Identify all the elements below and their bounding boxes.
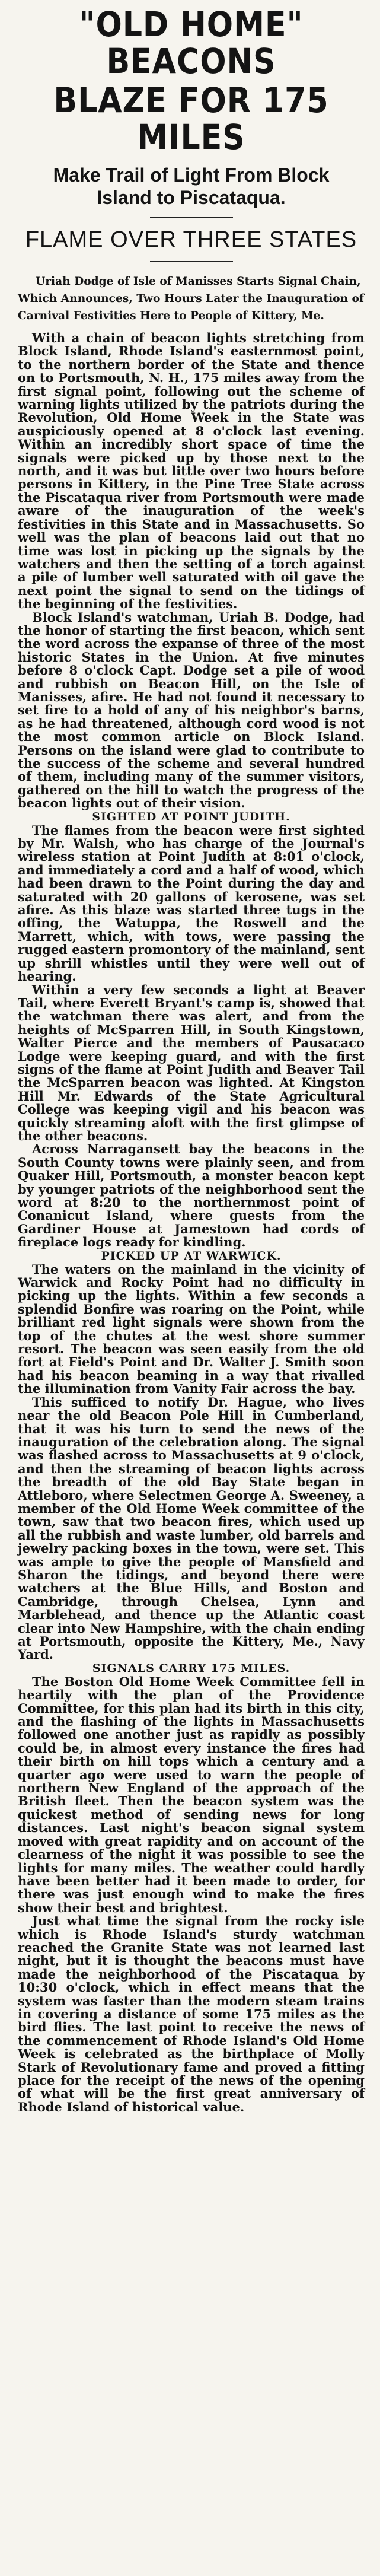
paragraph: Block Island's watchman, Uriah B. Dodge, had the honor of starting the first beacon, which sent the word across the expanse of three of the most historic States in the Union. At five minutes before 8 o'clock Capt. Dodge set a pile of wood and rubbish on Beacon Hill, on the Isle of Manisses, afire. He had not found it necessary to set fire to a hold of any of his neighbor's barns, as he had threatened, although cord wood is not the most common article on Block Island. Persons on the island were glad to contribute to the success of the scheme and several hundred of them, including many of the summer visitors, gathered on the hill to watch the progress of the beacon lights out of their vision. bbox=[18, 609, 365, 811]
deck-summary: Uriah Dodge of Isle of Manisses Starts Signal Chain, Which Announces, Two Hours Later the Inauguration of Carnival Festivities Here to People of Kittery, Me. bbox=[18, 275, 364, 322]
subsection-heading: SIGNALS CARRY 175 MILES. bbox=[92, 1661, 290, 1675]
paragraph: The flames from the beacon were first sighted by Mr. Walsh, who has charge of the Journal's wireless station at Point Judith at 8:01 o'clock, and immediately a cord and a half of wood, which had been drawn to the Point during the day and saturated with 20 gallons of kerosene, was set afire. As this blaze was started three tugs in the offing, the Watuppa, the Roswell and the Marrett, which, with tows, were passing the rugged eastern promontory of the mainland, sent up shrill whistles until they were well out of hearing. bbox=[18, 822, 365, 984]
paragraph: The Boston Old Home Week Committee fell in heartily with the plan of the Providence Committee, for this plan had its birth in this city, and the flashing of the lights in Massachusetts followed one another just as rapidly as possibly could be, in almost every instance the fires had their birth on hill tops which a century and a quarter ago were used to warn the people of northern New England of the approach of the British fleet. Then the beacon system was the quickest method of sending news for long distances. Last night's beacon signal system moved with great rapidity and on account of the clearness of the night it was possible to see the lights for many miles. The weather could hardly have been better had it been made to order, for there was just enough wind to make the fires show their best and brightest. bbox=[18, 1674, 365, 1915]
subheadline-line-2: Island to Piscataqua. bbox=[97, 187, 286, 208]
headline-line-2: BLAZE FOR 175 MILES bbox=[53, 80, 329, 157]
paragraph: Across Narragansett bay the beacons in the South County towns were plainly seen, and from Quaker Hill, Portsmouth, a monster beacon kept by younger patriots of the neighborhood sent the word at 8:20 to the northernmost point of Conanicut Island, where guests from the Gardiner House at Jamestown had cords of fireplace logs ready for kindling. bbox=[18, 1141, 365, 1250]
divider-rule-2 bbox=[150, 261, 233, 262]
paragraph: Within a very few seconds a light at Beaver Tail, where Everett Bryant's camp is, showed that the watchman there was alert, and from the heights of McSparren Hill, in South Kingstown, Walter Pierce and the members of Pausacaco Lodge were keeping guard, and with the first signs of the flame at Point Judith and Beaver Tail the McSparren beacon was lighted. At Kingston Hill Mr. Edwards of the State Agricultural College was keeping vigil and his beacon was quickly streaming aloft with the first glimpse of the other beacons. bbox=[18, 982, 365, 1143]
paragraph: Just what time the signal from the rocky isle which is Rhode Island's sturdy watchman reached the Granite State was not learned last night, but it is thought the beacons must have made the neighborhood of the Piscataqua by 10:30 o'clock, which in effect means that the system was faster than the modern steam trains in covering a distance of some 175 miles as the bird flies. The last point to receive the news of the commencement of Rhode Island's Old Home Week is celebrated as the birthplace of Molly Stark of Revolutionary fame and proved a fitting place for the receipt of the news of the opening of what will be the first great anniversary of Rhode Island of historical value. bbox=[18, 1913, 365, 2114]
paragraph: With a chain of beacon lights stretching from Block Island, Rhode Island's easternmost point, to the northern border of the State and thence on to Portsmouth, N. H., 175 miles away from the first signal point, following out the scheme of warning lights utilized by the patriots during the Revolution, Old Home Week in the State was auspiciously opened at 8 o'clock last evening. Within an incredibly short space of time the signals were picked up by those next to the north, and it was but little over two hours before persons in Kittery, in the Pine Tree State across the Piscataqua river from Portsmouth were made aware of the inauguration of the week's festivities in this State and in Massachusetts. So well was the plan of beacons laid out that no time was lost in picking up the signals by the watchers and then the setting of a torch against a pile of lumber well saturated with oil gave the next point the signal to send on the tidings of the beginning of the festivities. bbox=[18, 330, 365, 612]
headline-line-1: "OLD HOME" BEACONS bbox=[79, 4, 304, 81]
paragraph: This sufficed to notify Dr. Hague, who lives near the old Beacon Pole Hill in Cumberland, that it was his turn to send the news of the inauguration of the celebration along. The signal was flashed across to Massachusetts at 9 o'clock, and then the streaming of beacon lights across the breadth of the old Bay State began in Attleboro, where Selectmen George A. Sweeney, a member of the Old Home Week committee of the town, saw that two beacon fires, which used up all the rubbish and waste lumber, old barrels and jewelry packing boxes in the town, were set. This was ample to give the people of Mansfield and Sharon the tidings, and beyond there were watchers at the Blue Hills, and Boston and Cambridge, through Chelsea, Lynn and Marblehead, and thence up the Atlantic coast clear into New Hampshire, with the chain ending at Portsmouth, opposite the Kittery, Me., Navy Yard. bbox=[18, 1394, 365, 1662]
article-body bbox=[18, 332, 365, 2114]
paragraph: The waters on the mainland in the vicinity of Warwick and Rocky Point had no difficulty in picking up the lights. Within a few seconds a splendid Bonfire was roaring on the Point, while brilliant red light signals were shown from the top of the chutes at the west shore summer resort. The beacon was seen easily from the old fort at Field's Point and Dr. Walter J. Smith soon had his beacon beaming in a way that rivalled the illumination from Vanity Fair across the bay. bbox=[18, 1261, 365, 1397]
subsection-heading: PICKED UP AT WARWICK. bbox=[101, 1249, 282, 1262]
divider-rule bbox=[150, 217, 233, 218]
subheadline bbox=[18, 164, 365, 209]
section-heading: FLAME OVER THREE STATES bbox=[25, 227, 357, 252]
subheadline-line-1: Make Trail of Light From Block bbox=[53, 164, 330, 186]
subsection-heading: SIGHTED AT POINT JUDITH. bbox=[92, 810, 290, 823]
